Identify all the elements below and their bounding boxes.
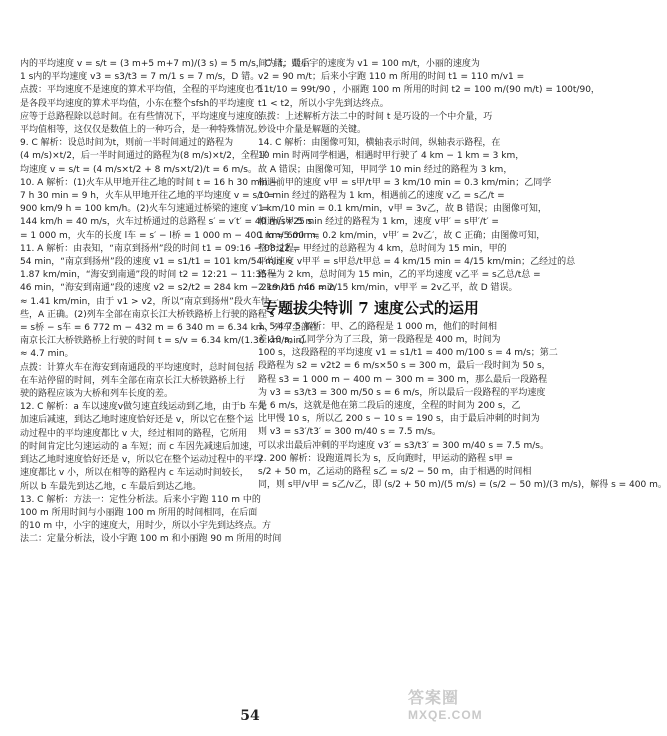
watermark-logo — [408, 690, 492, 728]
text-line: 在车站停留的时间，列车全部在南京长江大桥铁路桥上行 — [20, 375, 246, 386]
text-line: ≈ 4.7 min。 — [20, 349, 74, 360]
text-line: 900 km/9 h = 100 km/h。(2)火车匀速通过桥梁的速度 v′ = — [20, 204, 269, 215]
text-line: 2 km/15 min = 2/15 km/min，v甲平 = 2v乙平，故 D 错误。 — [258, 283, 518, 294]
text-line: 11. A 解析：由表知，“南京到扬州”段的时间 t1 = 09:16 − 08:22 = — [20, 243, 301, 254]
text-line: 些，A 正确。(2)列车全部在南京长江大桥铁路桥上行驶的路程 s — [20, 309, 275, 320]
text-line: 点拨：计算火车在海安到南通段的平均速度时，总时间包括 — [20, 362, 255, 373]
text-line: 段路程为 s2 = v2t2 = 6 m/s×50 s = 300 m，最后一段时间为 50 s， — [258, 361, 551, 372]
text-line: 速度都比 v 小，所以在相等的路程内 c 车运动时间较长， — [20, 468, 249, 479]
text-line: 1 s内的平均速度 v3 = s3/t3 = 7 m/1 s = 7 m/s，D 错。 — [20, 72, 260, 83]
text-line: 平均值相等，这仅仅是数值上的一种巧合，是一种特殊情况。 — [20, 125, 264, 136]
text-line: 10 min 经过的路程为 1 km，相遇前乙的速度 v乙 = s乙/t = — [258, 191, 505, 202]
text-line: 差 10 s，乙同学分为了三段，第一段路程是 400 m，时间为 — [258, 335, 501, 346]
text-line: 9. C 解析：设总时间为t，则前一半时间通过的路程为 — [20, 138, 234, 149]
text-line: 同，则 s甲/v甲 = s乙/v乙，即 (s/2 + 50 m)/(5 m/s) = (s/2 − 50 m)/(3 m/s)，解得 s = 400 m。 — [258, 480, 667, 491]
text-line: 可以求出最后冲刺的平均速度 v3′ = s3/t3′ = 300 m/40 s = 7.5 m/s。 — [258, 440, 549, 451]
text-line: t1 < t2，所以小宇先到达终点。 — [258, 98, 389, 109]
text-line: 点拨：平均速度不是速度的算术平均值，全程的平均速度也不 — [20, 85, 264, 96]
text-line: 100 s，这段路程的平均速度 v1 = s1/t1 = 400 m/100 s = 4 m/s；第二 — [258, 348, 558, 359]
text-line: = 1 000 m，火车的长度 l车 = s′ − l桥 = 1 000 m − 400 m = 600 m。 — [20, 230, 325, 241]
text-line: 10. A 解析：(1)火车从甲地开往乙地的时间 t = 16 h 30 min − — [20, 177, 279, 188]
text-line: 加速后减速，到达乙地时速度恰好还是 v，所以它在整个运 — [20, 415, 254, 426]
text-line: 54 min，“南京到扬州”段的速度 v1 = s1/t1 = 101 km/54 min ≈ — [20, 257, 293, 268]
text-line: (4 m/s)×t/2，后一半时间通过的路程为(8 m/s)×t/2，全程平 — [20, 151, 268, 162]
text-line: 46 min，“海安到南通”段的速度 v2 = s2/t2 = 284 km − 219 km / 46 min — [20, 283, 336, 294]
text-line: 比甲慢 10 s，所以乙 200 s − 10 s = 190 s，由于最后冲刺的时间为 — [258, 414, 540, 425]
text-line: 1. 5 4 7.5 解析：甲、乙的路程是 1 000 m，他们的时间相 — [258, 321, 498, 332]
text-line: v2 = 90 m/t；后来小宇跑 110 m 所用的时间 t1 = 110 m/v1 = — [258, 72, 525, 83]
text-line: 到达乙地时速度恰好还是 v，所以它在整个运动过程中的平均 — [20, 455, 263, 466]
text-line: 12. C 解析：a 车以速度v做匀速直线运动到乙地，由于b 车先 — [20, 402, 267, 413]
text-line: 是各段平均速度的算术平均值，小东在整个sfsh的平均速度 — [20, 98, 255, 109]
text-line: 的时间肯定比匀速运动的 a 车短；而 c 车因先减速后加速， — [20, 441, 258, 452]
text-line: 路程 s3 = 1 000 m − 400 m − 300 m = 300 m，那么最后一段路程 — [258, 374, 548, 385]
text-line: 的10 m 中，小宇的速度大，用时少，所以小宇先到达终点。方 — [20, 521, 271, 532]
text-line: 相遇前甲的速度 v甲 = s甲/t甲 = 3 km/10 min = 0.3 km/min；乙同学 — [258, 177, 552, 188]
text-line: = s桥 − s车 = 6 772 m − 432 m = 6 340 m = 6.34 km，列车全部在 — [20, 323, 319, 334]
text-line: 平均速度 v甲平 = s甲总/t甲总 = 4 km/15 min = 4/15 km/min；乙经过的总 — [258, 257, 576, 268]
text-line: 点拨：上述解析方法二中的时间 t 是巧设的一个中介量，巧 — [258, 111, 493, 122]
watermark-line1: 答案圈 — [408, 690, 460, 707]
text-line: 均速度 v = s/t = (4 m/s×t/2 + 8 m/s×t/2)/t = 6 m/s。 — [20, 164, 257, 175]
text-line: 1 km/5 min = 0.2 km/min，v甲′ = 2v乙′，故 C 正确；由图像可知， — [258, 230, 546, 241]
text-line: 所以 b 车最先到达乙地，c 车最后到达乙地。 — [20, 481, 202, 492]
text-line: ≈ 1.41 km/min，由于 v1 > v2，所以“南京到扬州”段火车快一 — [20, 296, 279, 307]
text-line: 动过程中的平均速度都比 v 大，经过相同的路程，它所用 — [20, 428, 248, 439]
text-line: 整个过程，甲经过的总路程为 4 km，总时间为 15 min，甲的 — [258, 243, 507, 254]
text-line: 是 6 m/s，这就是他在第二段后的速度，全程的时间为 200 s，乙 — [258, 401, 521, 412]
text-line: 1.87 km/min，“海安到南通”段的时间 t2 = 12:21 − 11:35 = — [20, 270, 278, 281]
text-line: 驶的路程应该为大桥和列车长度的差。 — [20, 389, 174, 400]
text-line: 13. C 解析：方法一：定性分析法。后来小宇跑 110 m 中的 — [20, 494, 261, 505]
text-line: 故 A 错误；由图像可知，甲同学 10 min 经过的路程为 3 km， — [258, 164, 513, 175]
text-line: 100 m 所用时间与小丽跑 100 m 所用的时间相同，在后面 — [20, 507, 258, 518]
text-line: 法二：定量分析法，设小宇跑 100 m 和小丽跑 90 m 所用的时间 — [20, 534, 282, 545]
text-line: s/2 + 50 m，乙运动的路程 s乙 = s/2 − 50 m，由于相遇的时间相 — [258, 467, 532, 478]
text-line: 1 km/10 min = 0.1 km/min，v甲 = 3v乙，故 B 错误；由图像可知， — [258, 204, 547, 215]
right-column — [258, 58, 667, 493]
section-title: 专题拔尖特训 7 速度公式的运用 — [263, 298, 479, 317]
text-line: 应等于总路程除以总时间。在有些情况下，平均速度与速度的 — [20, 111, 264, 122]
text-line: 为 v3 = s3/t3 = 300 m/50 s = 6 m/s，所以最后一段路程的平均速度 — [258, 387, 546, 398]
text-line: 则 v3 = s3′/t3′ = 300 m/40 s = 7.5 m/s。 — [258, 427, 441, 438]
page-number: 54 — [240, 708, 260, 724]
text-line: 10 min 时两同学相遇，相遇时甲行驶了 4 km − 1 km = 3 km， — [258, 151, 525, 162]
text-line: 144 km/h = 40 m/s，火车过桥通过的总路程 s′ = v′t′ = 40 m/s×25 s — [20, 217, 313, 228]
text-line: 7 h 30 min = 9 h，火车从甲地开往乙地的平均速度 v = s/t = — [20, 191, 275, 202]
watermark-line2: MXQE.COM — [408, 708, 483, 722]
text-line: 内的平均速度 v = s/t = (3 m+5 m+7 m)/(3 s) = 5 m/s，C 错；最后 — [20, 59, 310, 69]
text-line: 11t/10 = 99t/90 ，小丽跑 100 m 所用的时间 t2 = 100 m/(90 m/t) = 100t/90， — [258, 85, 600, 96]
text-line: 相遇后甲 5 min 经过的路程为 1 km，速度 v甲′ = s甲′/t′ = — [258, 217, 499, 228]
text-line: 南京长江大桥铁路桥上行驶的时间 t = s/v = 6.34 km/(1.36 km/min) — [20, 336, 305, 347]
text-line: 路程为 2 km，总时间为 15 min，乙的平均速度 v乙平 = s乙总/t总 = — [258, 270, 541, 281]
text-line: 14. C 解析：由图像可知，横轴表示时间，纵轴表示路程，在 — [258, 138, 501, 149]
text-line: 2. 200 解析：设跑道周长为 s，反向跑时，甲运动的路程 s甲 = — [258, 453, 513, 464]
text-line: 间为 t，则小宇的速度为 v1 = 100 m/t，小丽的速度为 — [258, 59, 480, 69]
text-line: 妙设中介量是解题的关键。 — [258, 125, 367, 136]
